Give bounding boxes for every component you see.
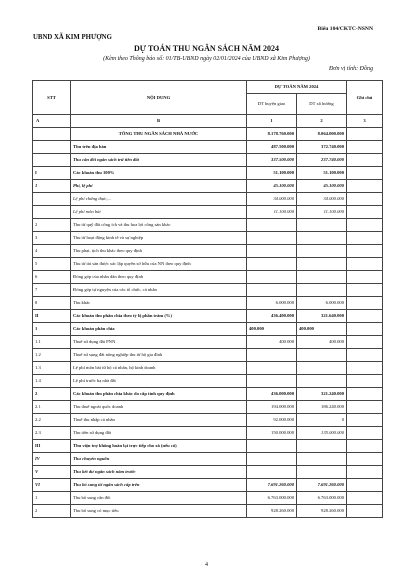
row-content: Các khoản thu phân chia theo tỷ lệ phần trăm (%) <box>71 310 247 323</box>
row-content: Thu cân đối ngân sách trừ tiền đất <box>71 154 247 167</box>
row-commune-value <box>297 440 347 453</box>
row-content: Lệ phí trước bạ nhà đất <box>71 375 247 388</box>
row-district-value <box>247 284 297 297</box>
row-note <box>347 453 383 466</box>
row-content: Lệ phí môn bài <box>71 206 247 219</box>
header-commune: DT xã hướng <box>297 94 347 115</box>
row-stt: 1 <box>33 180 71 193</box>
row-note <box>347 245 383 258</box>
row-stt: 2.3 <box>33 427 71 440</box>
row-content: Đóng góp tự nguyện của các tổ chức, cá nhân <box>71 284 247 297</box>
row-commune-value: 400.000 <box>297 323 347 336</box>
row-stt: IV <box>33 453 71 466</box>
header-note: Ghi chú <box>347 81 383 115</box>
row-stt: II <box>33 310 71 323</box>
table-row <box>33 466 383 479</box>
document-title: DỰ TOÁN THU NGÂN SÁCH NĂM 2024 <box>133 44 280 53</box>
table-row <box>33 154 383 167</box>
row-note <box>347 323 383 336</box>
row-content: Lệ phí chứng thực,... <box>71 193 247 206</box>
row-stt: V <box>33 466 71 479</box>
row-content: Thu thuế ngoài quốc doanh <box>71 401 247 414</box>
table-row <box>33 492 383 505</box>
row-content: Thu chuyển nguồn <box>71 453 247 466</box>
row-note <box>347 492 383 505</box>
letter-2: 2 <box>297 115 347 128</box>
row-stt <box>33 154 71 167</box>
row-content: Thuế sử dụng đất PNN <box>71 336 247 349</box>
form-code: Biểu 104/CKTC-NSNN <box>317 26 373 32</box>
row-stt: I <box>33 167 71 180</box>
table-row <box>33 141 383 154</box>
agency-name: UBND XÃ KIM PHƯỢNG <box>33 34 112 41</box>
row-stt: 2 <box>33 388 71 401</box>
table-row <box>33 362 383 375</box>
row-commune-value: 34.000.000 <box>297 193 347 206</box>
table-row <box>33 310 383 323</box>
row-stt: 5 <box>33 258 71 271</box>
row-note <box>347 128 383 141</box>
row-stt: 1 <box>33 492 71 505</box>
row-stt: 8 <box>33 297 71 310</box>
letter-a: A <box>33 115 71 128</box>
table-row <box>33 427 383 440</box>
row-commune-value <box>297 453 347 466</box>
row-district-value: 436.000.000 <box>247 388 297 401</box>
row-content: Thu từ quỹ đất công ích và thu hoa lợi công sản khác <box>71 219 247 232</box>
row-district-value: 928.260.000 <box>247 505 297 518</box>
row-content: Các khoản thu phân chia khác do cấp tỉnh quy định <box>71 388 247 401</box>
row-note <box>347 401 383 414</box>
row-commune-value <box>297 375 347 388</box>
row-commune-value: 8.064.000.000 <box>297 128 347 141</box>
page-number: 4 <box>205 562 208 568</box>
row-stt: 6 <box>33 271 71 284</box>
table-row <box>33 258 383 271</box>
row-note <box>347 154 383 167</box>
row-note <box>347 466 383 479</box>
row-district-value <box>247 219 297 232</box>
row-district-value: 487.500.000 <box>247 141 297 154</box>
row-commune-value: 321.640.000 <box>297 310 347 323</box>
row-stt: VI <box>33 479 71 492</box>
table-row <box>33 232 383 245</box>
column-letter-row <box>33 115 383 128</box>
row-district-value <box>247 375 297 388</box>
table-row <box>33 479 383 492</box>
row-district-value: 51.100.000 <box>247 167 297 180</box>
row-commune-value: 11.100.000 <box>297 206 347 219</box>
table-row <box>33 245 383 258</box>
row-commune-value: 45.100.000 <box>297 180 347 193</box>
row-stt: 1 <box>33 323 71 336</box>
row-note <box>347 505 383 518</box>
table-row <box>33 128 383 141</box>
row-stt: 2.2 <box>33 414 71 427</box>
row-district-value: 400.000 <box>247 323 297 336</box>
unit-label: Đơn vị tính: Đồng <box>328 66 373 72</box>
row-commune-value <box>297 284 347 297</box>
table-row <box>33 219 383 232</box>
row-content: Thu bổ sung có mục tiêu <box>71 505 247 518</box>
row-content: Thuế sử sụng đất nông nghiệp thu từ hộ gia đình <box>71 349 247 362</box>
row-district-value: 92.000.000 <box>247 414 297 427</box>
row-stt <box>33 193 71 206</box>
table-row <box>33 414 383 427</box>
row-district-value: 194.000.000 <box>247 401 297 414</box>
row-commune-value: 186.240.000 <box>297 401 347 414</box>
table-row <box>33 193 383 206</box>
table-row <box>33 271 383 284</box>
row-district-value: 6.763.000.000 <box>247 492 297 505</box>
row-note <box>347 284 383 297</box>
header-stt: STT <box>33 81 71 115</box>
row-note <box>347 427 383 440</box>
row-stt <box>33 128 71 141</box>
row-note <box>347 167 383 180</box>
table-row <box>33 349 383 362</box>
row-district-value <box>247 232 297 245</box>
row-stt <box>33 141 71 154</box>
row-content: Các khoản phân chia <box>71 323 247 336</box>
row-stt: 1.1 <box>33 336 71 349</box>
budget-table <box>32 80 383 518</box>
row-district-value <box>247 466 297 479</box>
row-commune-value <box>297 466 347 479</box>
header-estimate: DỰ TOÁN NĂM 2024 <box>247 81 347 94</box>
row-content: Các khoản thu 100% <box>71 167 247 180</box>
row-content: Thu tiền sử dụng đất <box>71 427 247 440</box>
row-note <box>347 219 383 232</box>
row-note <box>347 414 383 427</box>
row-stt: 2.1 <box>33 401 71 414</box>
table-row <box>33 297 383 310</box>
row-commune-value: 51.100.000 <box>297 167 347 180</box>
row-note <box>347 232 383 245</box>
table-row <box>33 336 383 349</box>
table-row <box>33 375 383 388</box>
row-district-value <box>247 440 297 453</box>
letter-1: 1 <box>247 115 297 128</box>
row-note <box>347 349 383 362</box>
letter-3: 3 <box>347 115 383 128</box>
row-commune-value <box>297 258 347 271</box>
table-row <box>33 206 383 219</box>
row-stt: 1.4 <box>33 375 71 388</box>
row-district-value <box>247 362 297 375</box>
row-commune-value: 6.000.000 <box>297 297 347 310</box>
row-note <box>347 362 383 375</box>
row-district-value <box>247 349 297 362</box>
row-note <box>347 297 383 310</box>
row-content: Thu khác <box>71 297 247 310</box>
row-district-value <box>247 453 297 466</box>
row-note <box>347 336 383 349</box>
row-commune-value: 0 <box>297 414 347 427</box>
row-commune-value: 237.740.000 <box>297 154 347 167</box>
row-note <box>347 310 383 323</box>
table-row <box>33 323 383 336</box>
table-row <box>33 284 383 297</box>
row-content: Thu từ hoạt động kinh tế và sự nghiệp <box>71 232 247 245</box>
row-stt: 7 <box>33 284 71 297</box>
row-note <box>347 375 383 388</box>
row-commune-value <box>297 271 347 284</box>
row-content: Thu từ tài sản được xác lập quyền sở hữu của NN theo quy định <box>71 258 247 271</box>
row-district-value: 8.178.760.000 <box>247 128 297 141</box>
row-commune-value: 372.740.000 <box>297 141 347 154</box>
row-content: Thu trên địa bàn <box>71 141 247 154</box>
row-commune-value <box>297 219 347 232</box>
row-content: Thuế thu nhập cá nhân <box>71 414 247 427</box>
header-content: NỘI DUNG <box>71 81 247 115</box>
row-commune-value <box>297 245 347 258</box>
table-row <box>33 180 383 193</box>
row-note <box>347 258 383 271</box>
document-subtitle: (Kèm theo Thông báo số: 01/TB-UBND ngày 02/01/2024 của UBND xã Kim Phượng) <box>103 56 310 62</box>
table-row <box>33 167 383 180</box>
row-district-value: 436.400.000 <box>247 310 297 323</box>
letter-b: B <box>71 115 247 128</box>
row-commune-value: 7.691.260.000 <box>297 479 347 492</box>
row-note <box>347 180 383 193</box>
row-note <box>347 388 383 401</box>
row-district-value: 34.000.000 <box>247 193 297 206</box>
row-district-value: 150.000.000 <box>247 427 297 440</box>
row-stt: 4 <box>33 245 71 258</box>
row-note <box>347 440 383 453</box>
row-content: Lệ phí môn bài từ hộ cá nhân, hộ kinh doanh <box>71 362 247 375</box>
row-content: Thu bổ sung cân đối <box>71 492 247 505</box>
row-content: Đóng góp của nhân dân theo quy định <box>71 271 247 284</box>
row-stt: 3 <box>33 232 71 245</box>
row-district-value: 11.100.000 <box>247 206 297 219</box>
table-row <box>33 440 383 453</box>
row-district-value <box>247 245 297 258</box>
header-district: DT huyện giao <box>247 94 297 115</box>
row-district-value: 7.691.260.000 <box>247 479 297 492</box>
row-content: Thu phạt, tịch thu khác theo quy định <box>71 245 247 258</box>
row-note <box>347 271 383 284</box>
row-stt <box>33 206 71 219</box>
table-row <box>33 388 383 401</box>
row-district-value: 6.000.000 <box>247 297 297 310</box>
row-commune-value: 928.260.000 <box>297 505 347 518</box>
table-row <box>33 401 383 414</box>
row-note <box>347 141 383 154</box>
row-district-value: 45.100.000 <box>247 180 297 193</box>
row-commune-value <box>297 349 347 362</box>
table-row <box>33 453 383 466</box>
row-district-value <box>247 258 297 271</box>
table-row <box>33 505 383 518</box>
row-commune-value <box>297 232 347 245</box>
row-note <box>347 193 383 206</box>
row-stt: 2 <box>33 219 71 232</box>
row-note <box>347 479 383 492</box>
row-content: Phí, lệ phí <box>71 180 247 193</box>
row-commune-value: 135.000.000 <box>297 427 347 440</box>
row-commune-value: 400.000 <box>297 336 347 349</box>
row-stt: 2 <box>33 505 71 518</box>
row-district-value: 400.000 <box>247 336 297 349</box>
row-district-value <box>247 271 297 284</box>
row-stt: 1.2 <box>33 349 71 362</box>
row-note <box>347 206 383 219</box>
row-content: TỔNG THU NGÂN SÁCH NHÀ NƯỚC <box>71 128 247 141</box>
row-content: Thu bổ sung từ ngân sách cấp trên <box>71 479 247 492</box>
row-commune-value: 321.240.000 <box>297 388 347 401</box>
row-content: Thu viện trợ không hoàn lại trực tiếp cho xã (nếu có) <box>71 440 247 453</box>
row-district-value: 337.500.000 <box>247 154 297 167</box>
row-content: Thu kết dư ngân sách năm trước <box>71 466 247 479</box>
row-stt: 1.3 <box>33 362 71 375</box>
row-stt: III <box>33 440 71 453</box>
row-commune-value <box>297 362 347 375</box>
row-commune-value: 6.763.000.000 <box>297 492 347 505</box>
